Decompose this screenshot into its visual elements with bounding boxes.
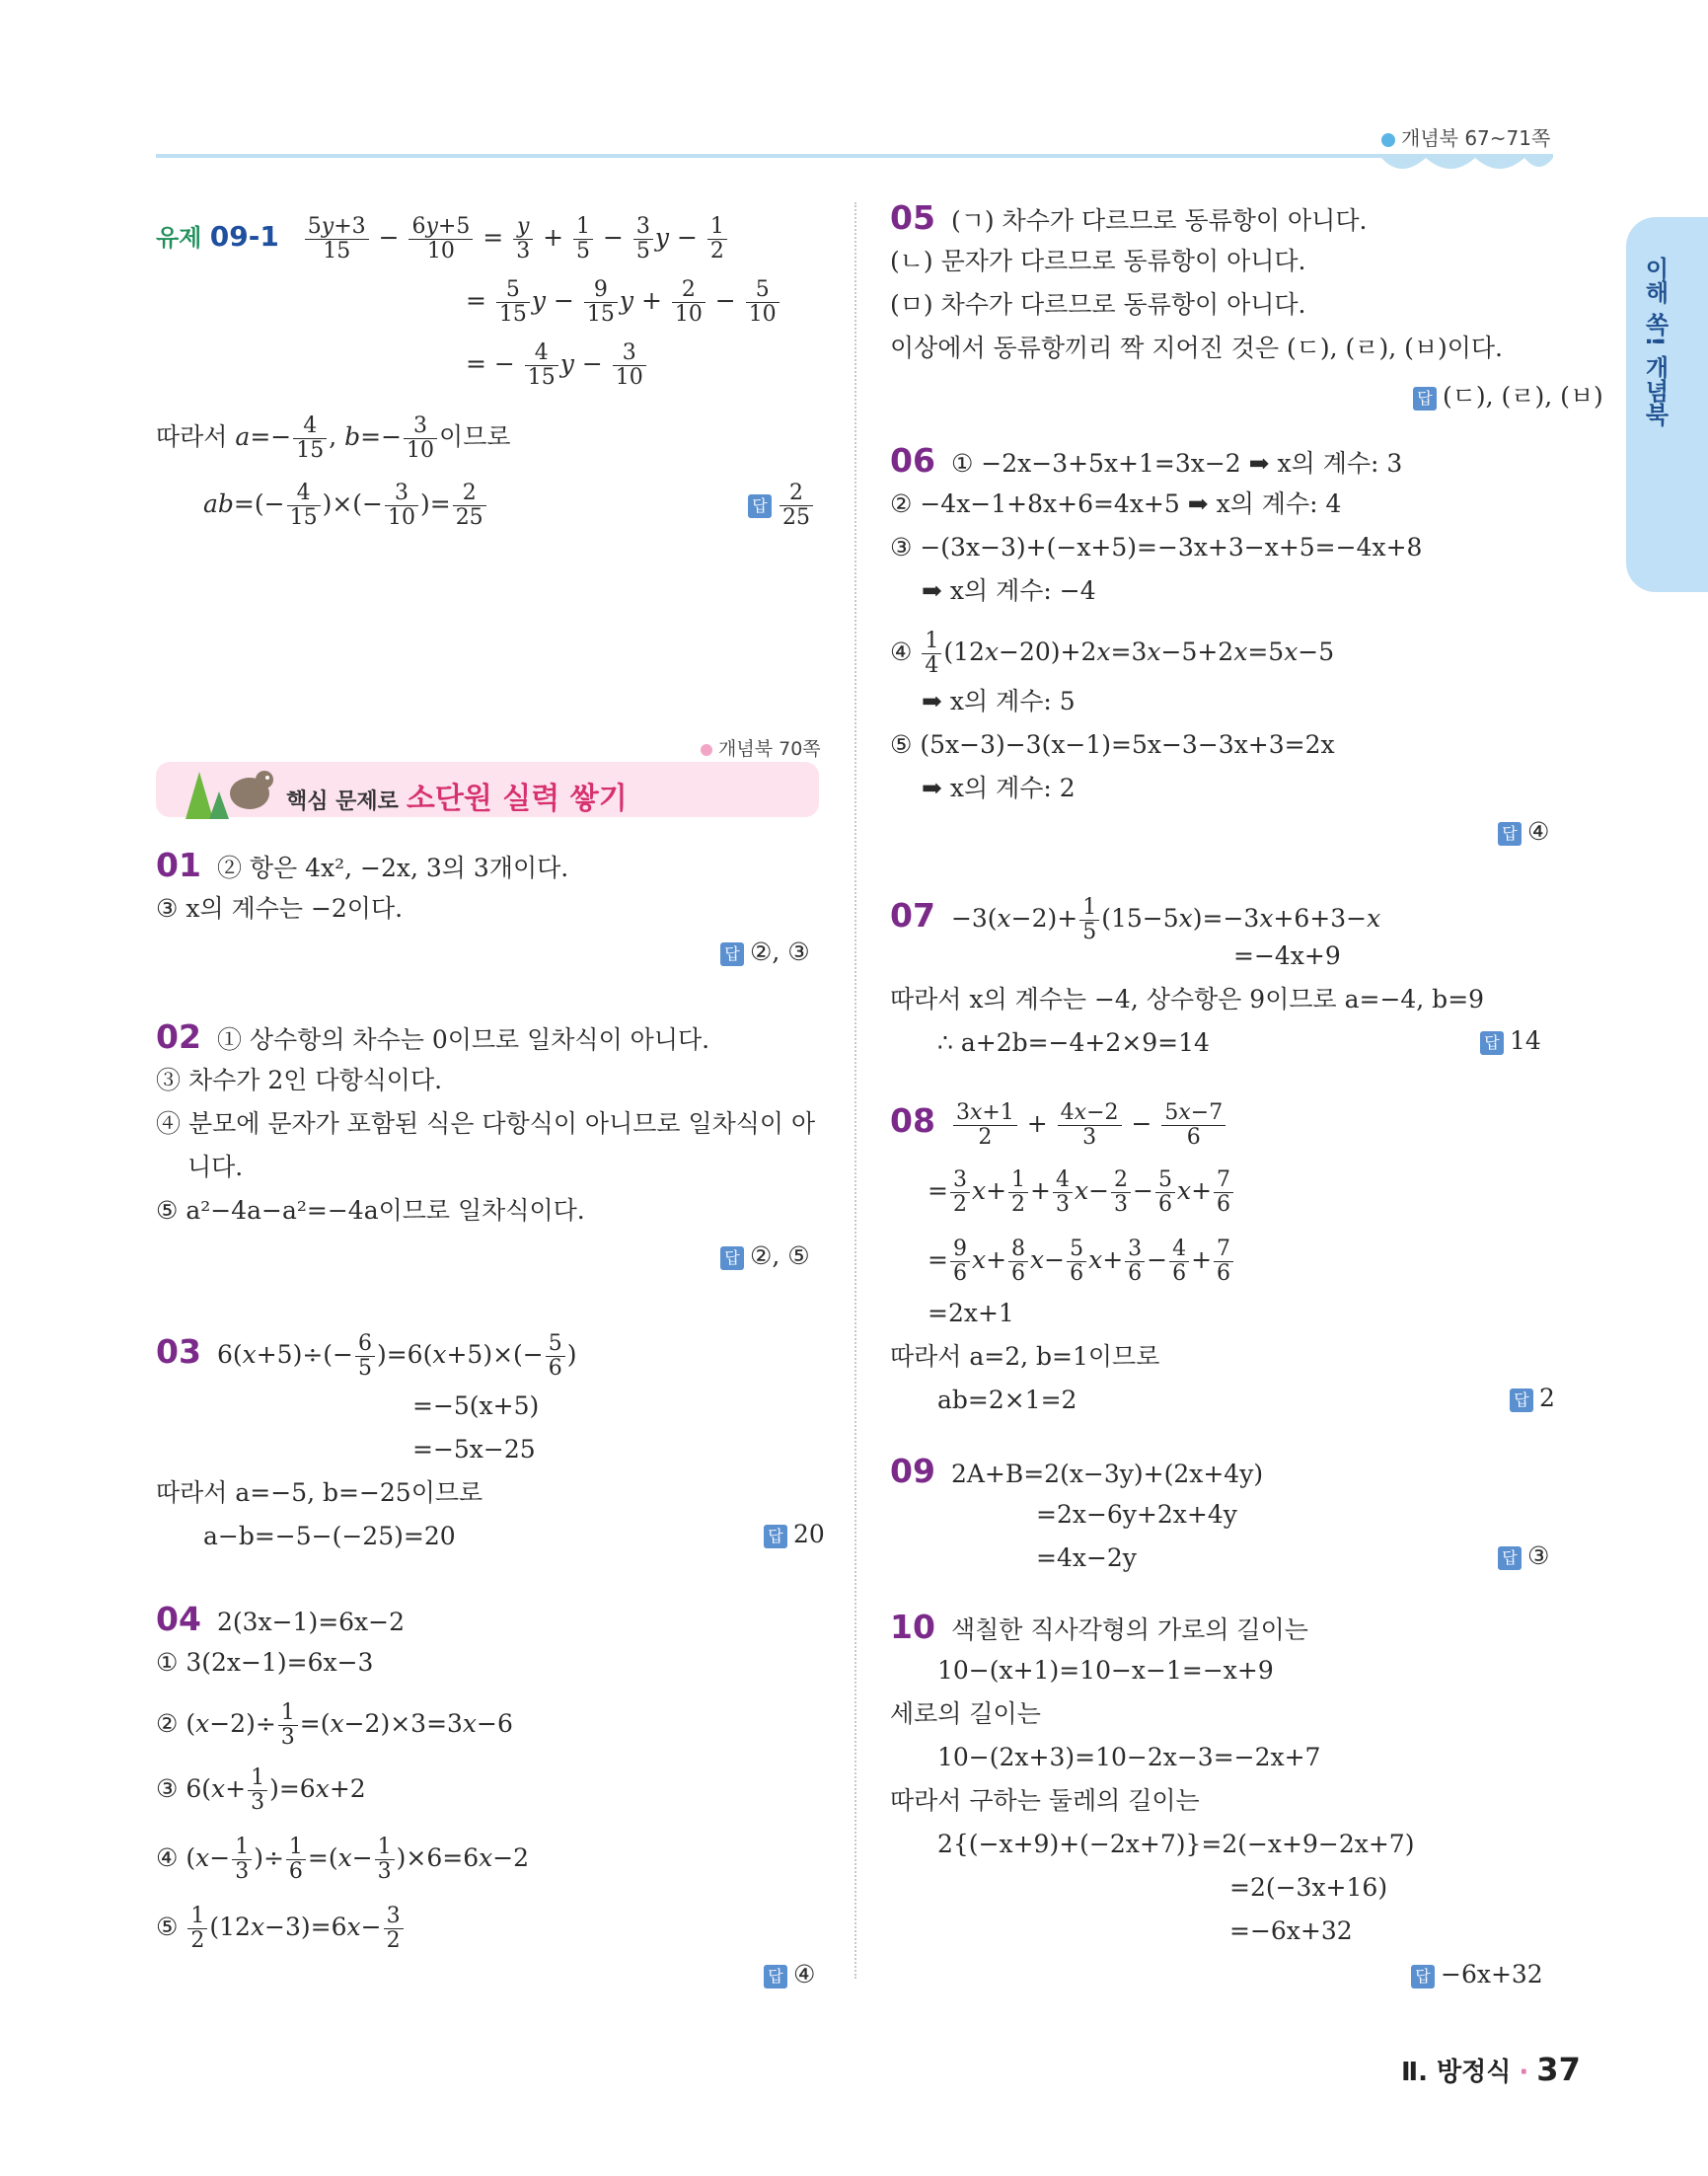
- problem-01-answer: 답 ②, ③: [720, 938, 810, 966]
- problem-02-answer: 답 ②, ⑤: [720, 1241, 810, 1270]
- problem-02-line: ③ 차수가 2인 다항식이다.: [156, 1066, 443, 1094]
- problem-05: 05 (ㄱ) 차수가 다르므로 동류항이 아니다.: [890, 198, 1368, 237]
- problem-04-line: ② (x−2)÷ $\frac{1}{3}$ =(x−2)×3=3x−6: [156, 1700, 513, 1750]
- column-divider: [854, 202, 856, 1979]
- problem-06-line: ② −4x−1+8x+6=4x+5 ➡ x의 계수: 4: [890, 489, 1342, 518]
- problem-05-line: (ㅁ) 차수가 다르므로 동류항이 아니다.: [890, 290, 1306, 319]
- problem-10-line: 10−(2x+3)=10−2x−3=−2x+7: [937, 1743, 1321, 1771]
- problem-03-line: a−b=−5−(−25)=20: [203, 1522, 456, 1550]
- problem-01-line: ③ x의 계수는 −2이다.: [156, 894, 404, 923]
- problem-09-answer: 답 ③: [1498, 1541, 1549, 1570]
- problem-10-line: =−6x+32: [1229, 1916, 1353, 1945]
- problem-02-line: 니다.: [187, 1153, 244, 1181]
- problem-07: 07 −3(x−2)+ $\frac{1}{5}$ (15−5x)=−3x+6+3−x: [890, 895, 1381, 944]
- page-number: 37: [1536, 2051, 1581, 2088]
- problem-02: 02 ① 상수항의 차수는 0이므로 일차식이 아니다.: [156, 1017, 710, 1056]
- problem-08-line: = $\frac{9}{6}$ x+ $\frac{8}{6}$ x− $\frac{5}{6}$ x+ $\frac{3}{6}$ − $\frac{4}{6}$ + $\frac{7}{6}$: [928, 1238, 1235, 1286]
- problem-10-line: =2(−3x+16): [1229, 1873, 1388, 1902]
- yuje-answer: 답 $\frac{2}{25}$: [748, 482, 815, 530]
- problem-08-line: = $\frac{3}{2}$ x+ $\frac{1}{2}$ + $\frac{4}{3}$ x− $\frac{2}{3}$ − $\frac{5}{6}$ x+ $\frac{7}{6}$: [928, 1168, 1235, 1217]
- yuje-line-1: 유제 09-1 $\frac{5y+3}{15}$ − $\frac{6y+5}{10}$ = $\frac{y}{3}$ + $\frac{1}{5}$ − $\frac{3}{5}$ y − $\frac{1}{2}$: [156, 215, 729, 263]
- side-tab-label: 이해 쏙! 개념북: [1641, 257, 1669, 426]
- problem-06-line: ➡ x의 계수: 5: [922, 687, 1076, 715]
- problem-07-line: =−4x+9: [1233, 941, 1341, 970]
- core-banner-title: 핵심 문제로 소단원 실력 쌓기: [286, 782, 628, 816]
- header-wave-decoration: [1381, 158, 1559, 178]
- problem-08-line: 따라서 a=2, b=1이므로: [890, 1342, 1160, 1371]
- problem-08-answer: 답 2: [1510, 1384, 1555, 1412]
- problem-02-line: ④ 분모에 문자가 포함된 식은 다항식이 아니므로 일차식이 아: [156, 1109, 816, 1138]
- problem-10-line: 10−(x+1)=10−x−1=−x+9: [937, 1656, 1274, 1685]
- problem-02-line: ⑤ a²−4a−a²=−4a이므로 일차식이다.: [156, 1196, 585, 1225]
- yuje-final: ab=(− $\frac{4}{15}$ )×(− $\frac{3}{10}$ )= $\frac{2}{25}$: [203, 482, 488, 530]
- problem-06-line: ➡ x의 계수: −4: [922, 576, 1096, 605]
- tree-bird-icon: [166, 752, 284, 821]
- problem-10-line: 세로의 길이는: [890, 1699, 1041, 1728]
- header-rule: [156, 154, 1553, 158]
- problem-08-line: =2x+1: [928, 1299, 1014, 1327]
- problem-07-line: ∴ a+2b=−4+2×9=14: [937, 1028, 1210, 1057]
- problem-08-line: ab=2×1=2: [937, 1386, 1077, 1414]
- problem-06-line: ⑤ (5x−3)−3(x−1)=5x−3−3x+3=2x: [890, 730, 1335, 759]
- problem-07-answer: 답 14: [1480, 1026, 1541, 1055]
- problem-06-line: ③ −(3x−3)+(−x+5)=−3x+3−x+5=−4x+8: [890, 533, 1423, 562]
- footer-bullet-icon: ·: [1519, 2058, 1529, 2087]
- problem-04: 04 2(3x−1)=6x−2: [156, 1600, 406, 1638]
- problem-04-line: ⑤ $\frac{1}{2}$ (12x−3)=6x− $\frac{3}{2}$: [156, 1905, 406, 1953]
- problem-04-line: ① 3(2x−1)=6x−3: [156, 1648, 374, 1677]
- yuje-label: 유제 09-1: [156, 220, 279, 253]
- problem-04-line: ③ 6(x+ $\frac{1}{3}$ )=6x+2: [156, 1765, 366, 1815]
- problem-05-line: (ㄴ) 문자가 다르므로 동류항이 아니다.: [890, 247, 1306, 275]
- problem-05-line: 이상에서 동류항끼리 짝 지어진 것은 (ㄷ), (ㄹ), (ㅂ)이다.: [890, 334, 1503, 362]
- problem-06-line: ➡ x의 계수: 2: [922, 774, 1076, 802]
- problem-10-answer: 답 −6x+32: [1411, 1960, 1543, 1988]
- yuje-conclusion: 따라서 a=− $\frac{4}{15}$ , b=− $\frac{3}{10}$ 이므로: [156, 413, 511, 463]
- problem-05-answer: 답 (ㄷ), (ㄹ), (ㅂ): [1413, 377, 1603, 413]
- problem-01: 01 ② 항은 4x², −2x, 3의 3개이다.: [156, 846, 569, 884]
- problem-10-line: 2{(−x+9)+(−2x+7)}=2(−x+9−2x+7): [937, 1830, 1415, 1858]
- problem-03: 03 6(x+5)÷(− $\frac{6}{5}$ )=6(x+5)×(− $\frac{5}{6}$ ): [156, 1331, 577, 1381]
- problem-09-line: =2x−6y+2x+4y: [1036, 1500, 1237, 1529]
- answer-icon: 답: [748, 494, 772, 518]
- yuje-line-2: = $\frac{5}{15}$ y − $\frac{9}{15}$ y + $\frac{2}{10}$ − $\frac{5}{10}$: [466, 278, 781, 327]
- problem-03-line: 따라서 a=−5, b=−25이므로: [156, 1478, 483, 1507]
- core-reference: 개념북 70쪽: [701, 734, 821, 761]
- page-footer: Ⅱ. 방정식 · 37: [1401, 2051, 1581, 2088]
- problem-08: 08 $\frac{3x+1}{2}$ + $\frac{4x-2}{3}$ − $\frac{5x-7}{6}$: [890, 1101, 1227, 1150]
- problem-03-answer: 답 20: [764, 1520, 825, 1548]
- problem-09-line: =4x−2y: [1036, 1543, 1137, 1572]
- bullet-icon: [1381, 133, 1395, 147]
- problem-07-line: 따라서 x의 계수는 −4, 상수항은 9이므로 a=−4, b=9: [890, 985, 1485, 1013]
- problem-04-answer: 답 ④: [764, 1960, 815, 1988]
- bullet-icon: [701, 744, 712, 756]
- problem-06-answer: 답 ④: [1498, 817, 1549, 846]
- problem-09: 09 2A+B=2(x−3y)+(2x+4y): [890, 1452, 1264, 1490]
- problem-03-line: =−5(x+5): [412, 1391, 540, 1420]
- problem-10: 10 색칠한 직사각형의 가로의 길이는: [890, 1608, 1308, 1646]
- problem-04-line: ④ (x− $\frac{1}{3}$ )÷ $\frac{1}{6}$ =(x− $\frac{1}{3}$ )×6=6x−2: [156, 1835, 530, 1884]
- yuje-line-3: = − $\frac{4}{15}$ y − $\frac{3}{10}$: [466, 341, 648, 390]
- problem-06-line: ④ $\frac{1}{4}$ (12x−20)+2x=3x−5+2x=5x−5: [890, 629, 1335, 678]
- problem-10-line: 따라서 구하는 둘레의 길이는: [890, 1786, 1200, 1815]
- header-reference: 개념북 67~71쪽: [1381, 122, 1550, 151]
- problem-06: 06 ① −2x−3+5x+1=3x−2 ➡ x의 계수: 3: [890, 441, 1403, 480]
- problem-03-line: =−5x−25: [412, 1435, 536, 1463]
